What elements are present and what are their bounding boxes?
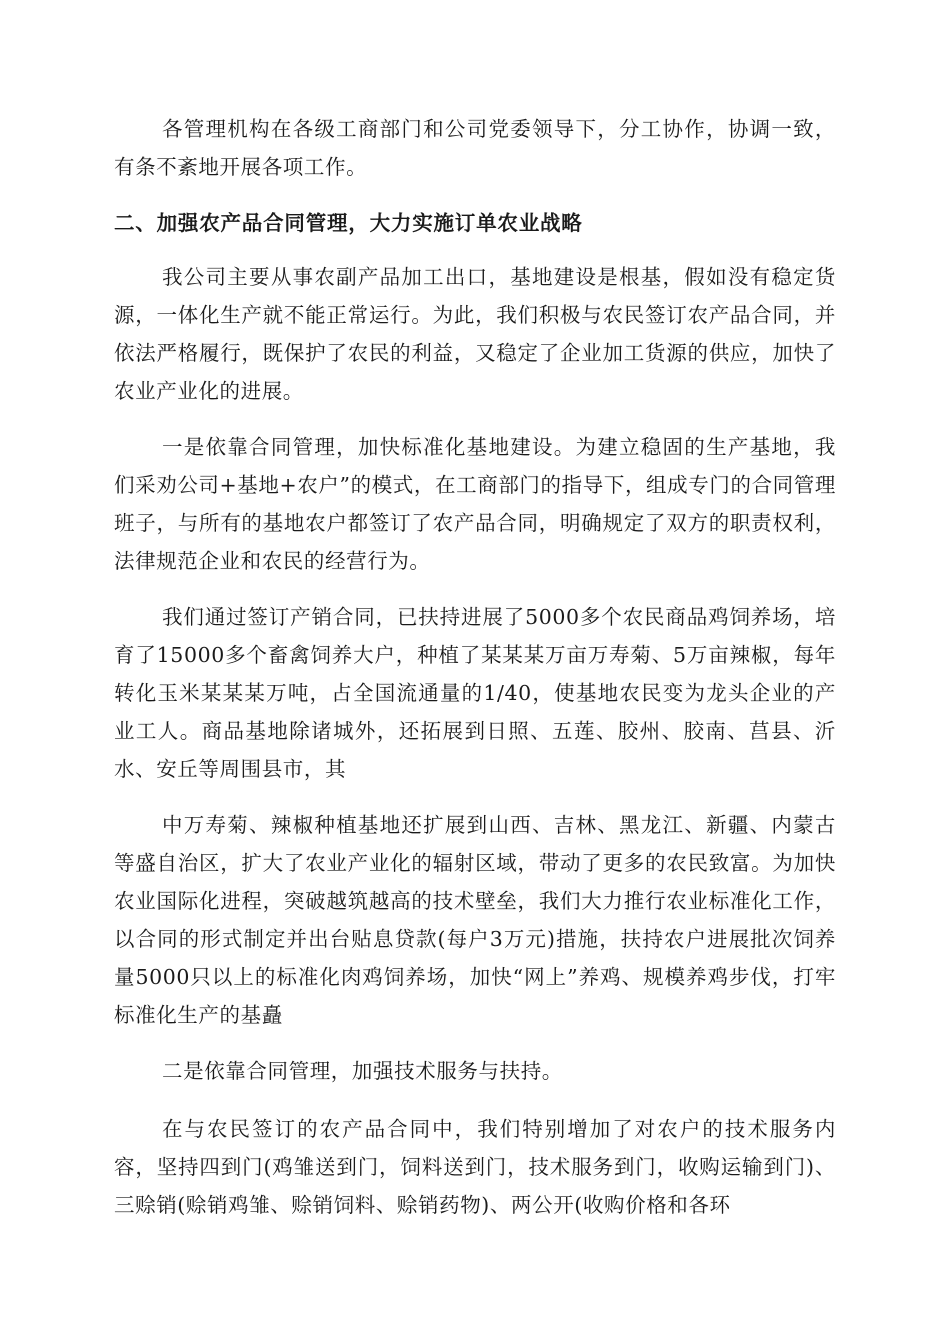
document-body [114,110,836,1242]
paragraph-production-contracts: 我们通过签订产销合同，已扶持进展了5000多个农民商品鸡饲养场，培育了15000多个畜禽饲养大户，种植了某某某万亩万寿菊、5万亩辣椒，每年转化玉米某某某万吨，占全国流通量的1/40，使基地农民变为龙头企业的产业工人。商品基地除诸城外，还拓展到日照、五莲、胶州、胶南、莒县、沂水、安丘等周围县市，其 [114,605,836,781]
section-heading: 二、加强农产品合同管理，大力实施订单农业战略 [114,211,583,235]
paragraph-expansion: 中万寿菊、辣椒种植基地还扩展到山西、吉林、黑龙江、新疆、内蒙古等盛自治区，扩大了农业产业化的辐射区域，带动了更多的农民致富。为加快农业国际化进程，突破越筑越高的技术壁垒，我们大力推行农业标准化工作，以合同的形式制定并出台贴息贷款(每户3万元)措施，扶持农户进展批次饲养量5000只以上的标准化肉鸡饲养场，加快“网上”养鸡、规模养鸡步伐，打牢标准化生产的基矗 [114,813,836,1027]
paragraph-technical-service-title: 二是依靠合同管理，加强技术服务与扶持。 [162,1059,563,1083]
paragraph-base-construction: 我公司主要从事农副产品加工出口，基地建设是根基，假如没有稳定货源，一体化生产就不能正常运行。为此，我们积极与农民签订农产品合同，并依法严格履行，既保护了农民的利益，又稳定了企业加工货源的供应，加快了农业产业化的进展。 [114,265,836,403]
paragraph-standardization: 一是依靠合同管理，加快标准化基地建设。为建立稳固的生产基地，我们采劝公司+基地+农户”的模式，在工商部门的指导下，组成专门的合同管理班子，与所有的基地农户都签订了农产品合同，明确规定了双方的职责权利，法律规范企业和农民的经营行为。 [114,435,836,573]
paragraph-intro: 各管理机构在各级工商部门和公司党委领导下，分工协作，协调一致，有条不紊地开展各项工作。 [114,117,836,179]
paragraph-technical-service: 在与农民签订的农产品合同中，我们特别增加了对农户的技术服务内容，坚持四到门(鸡雏送到门，饲料送到门，技术服务到门，收购运输到门)、三赊销(赊销鸡雏、赊销饲料、赊销药物)、两公开(收购价格和各环 [114,1117,836,1217]
